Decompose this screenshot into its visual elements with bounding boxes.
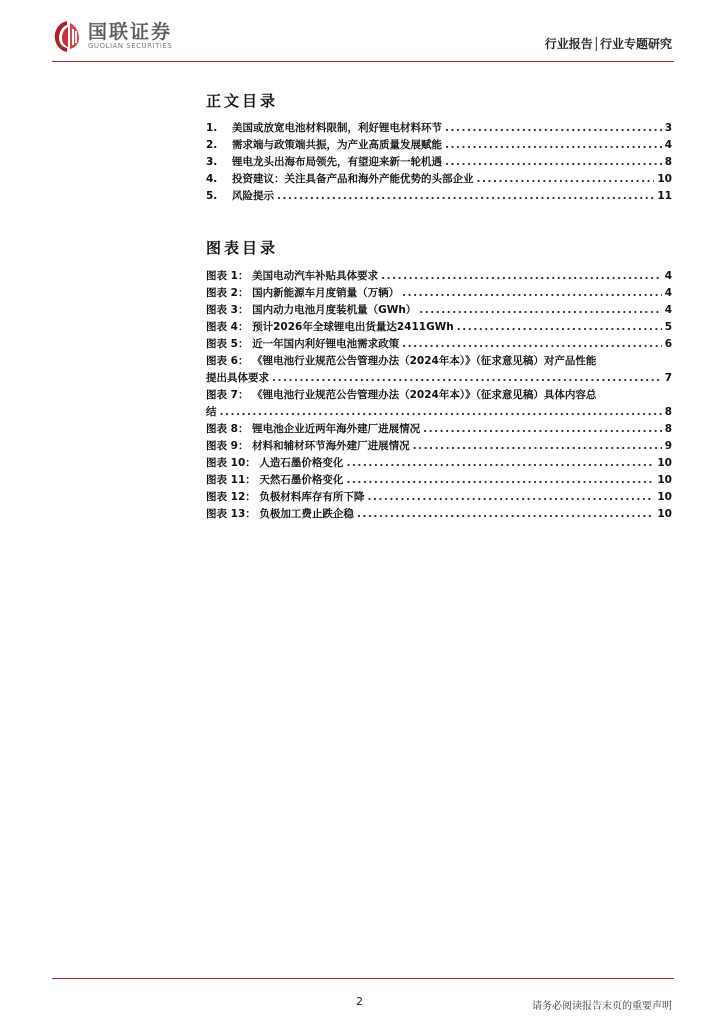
figure-entry-page: 10 [657, 457, 672, 469]
dot-leader [423, 421, 662, 438]
logo-english-name: GUOLIAN SECURITIES [88, 41, 173, 50]
page-header [0, 0, 724, 70]
figure-entry-page: 10 [657, 474, 672, 486]
toc-entry[interactable] [206, 188, 672, 205]
figure-entry-label: 图表 9： 材料和辅材环节海外建厂进展情况 [206, 440, 410, 452]
toc-entry[interactable] [206, 137, 672, 154]
figure-entry-page: 8 [664, 406, 672, 418]
dot-leader [357, 506, 654, 523]
toc-entry-label: 风险提示 [232, 190, 274, 202]
header-divider [52, 61, 674, 62]
figure-entry-page: 4 [664, 270, 672, 282]
toc-entry[interactable] [206, 154, 672, 171]
toc-entry-number: 1. [206, 122, 218, 134]
figure-entry-label: 图表 1： 美国电动汽车补贴具体要求 [206, 270, 379, 282]
toc-entry-page: 10 [657, 173, 672, 185]
page-number: 2 [356, 995, 363, 1008]
figure-entry[interactable] [206, 489, 672, 506]
dot-leader [346, 455, 654, 472]
figure-entry-page: 7 [664, 372, 672, 384]
figure-entry-label: 图表 2： 国内新能源车月度销量（万辆） [206, 287, 400, 299]
company-logo [52, 18, 172, 54]
figure-entry-label: 图表 3： 国内动力电池月度装机量（GWh） [206, 304, 417, 316]
figure-entry-page: 6 [664, 338, 672, 350]
dot-leader [419, 302, 661, 319]
toc-entry-page: 4 [664, 139, 672, 151]
dot-leader [402, 285, 662, 302]
dot-leader [367, 489, 654, 506]
figure-entry-page: 8 [664, 423, 672, 435]
dot-leader [402, 336, 662, 353]
footer-divider [52, 978, 674, 979]
figure-entry[interactable] [206, 472, 672, 489]
figures-toc [206, 268, 672, 523]
toc-entry-page: 11 [657, 190, 672, 202]
toc-entry-label: 需求端与政策端共振，为产业高质量发展赋能 [232, 139, 442, 151]
figure-entry[interactable] [206, 302, 672, 319]
figure-entry-multiline[interactable] [206, 387, 672, 421]
dot-leader [445, 154, 662, 171]
figure-entry-label: 图表 13： 负极加工费止跌企稳 [206, 508, 354, 520]
figure-entry-label: 图表 11： 天然石墨价格变化 [206, 474, 344, 486]
figure-entry-label: 图表 12： 负极材料库存有所下降 [206, 491, 365, 503]
figure-entry[interactable] [206, 421, 672, 438]
toc-entry-number: 5. [206, 190, 218, 202]
figure-entry-label: 提出具体要求 [206, 372, 269, 384]
figure-entry-page: 5 [664, 321, 672, 333]
dot-leader [413, 438, 662, 455]
toc-title: 正文目录 [206, 92, 279, 110]
figure-entry-label: 图表 10： 人造石墨价格变化 [206, 457, 344, 469]
dot-leader [381, 268, 662, 285]
figures-toc-title: 图表目录 [206, 239, 279, 257]
toc-entry[interactable] [206, 171, 672, 188]
figure-entry-label: 图表 8： 锂电池企业近两年海外建厂进展情况 [206, 423, 421, 435]
toc-entry-number: 2. [206, 139, 218, 151]
dot-leader [346, 472, 654, 489]
figure-entry[interactable] [206, 319, 672, 336]
dot-leader [220, 404, 662, 421]
figure-entry-page: 9 [664, 440, 672, 452]
figure-entry-label: 结 [206, 406, 217, 418]
guolian-logo-icon [52, 19, 82, 53]
footer-disclaimer: 请务必阅读报告末页的重要声明 [532, 1001, 672, 1012]
toc-entry-number: 3. [206, 156, 218, 168]
logo-chinese-name: 国联证券 [88, 20, 173, 43]
figure-entry[interactable] [206, 268, 672, 285]
figure-entry[interactable] [206, 336, 672, 353]
toc-entry-page: 3 [664, 122, 672, 134]
dot-leader [445, 137, 662, 154]
figure-entry[interactable] [206, 438, 672, 455]
figure-entry[interactable] [206, 285, 672, 302]
figure-entry-page: 4 [664, 287, 672, 299]
figure-entry-label-line1: 图表 7： 《锂电池行业规范公告管理办法（2024年本）》（征求意见稿）具体内容总 [206, 389, 597, 401]
main-toc [206, 120, 672, 205]
figure-entry-label: 图表 5： 近一年国内利好锂电池需求政策 [206, 338, 400, 350]
toc-entry-label: 投资建议：关注具备产品和海外产能优势的头部企业 [232, 173, 474, 185]
figure-entry-page: 4 [664, 304, 672, 316]
dot-leader [477, 171, 655, 188]
figure-entry-label: 图表 4： 预计2026年全球锂电出货量达2411GWh [206, 321, 454, 333]
toc-entry-number: 4. [206, 173, 218, 185]
dot-leader [457, 319, 662, 336]
figure-entry-page: 10 [657, 491, 672, 503]
toc-entry[interactable] [206, 120, 672, 137]
toc-entry-page: 8 [664, 156, 672, 168]
dot-leader [272, 370, 662, 387]
toc-entry-label: 锂电龙头出海布局领先，有望迎来新一轮机遇 [232, 156, 442, 168]
figure-entry[interactable] [206, 455, 672, 472]
figure-entry[interactable] [206, 506, 672, 523]
report-type-label: 行业报告│行业专题研究 [544, 37, 672, 51]
figure-entry-page: 10 [657, 508, 672, 520]
dot-leader [445, 120, 662, 137]
figure-entry-label-line1: 图表 6： 《锂电池行业规范公告管理办法（2024年本）》（征求意见稿）对产品性能 [206, 355, 597, 367]
figure-entry-multiline[interactable] [206, 353, 672, 387]
dot-leader [277, 188, 654, 205]
toc-entry-label: 美国或放宽电池材料限制，利好锂电材料环节 [232, 122, 442, 134]
